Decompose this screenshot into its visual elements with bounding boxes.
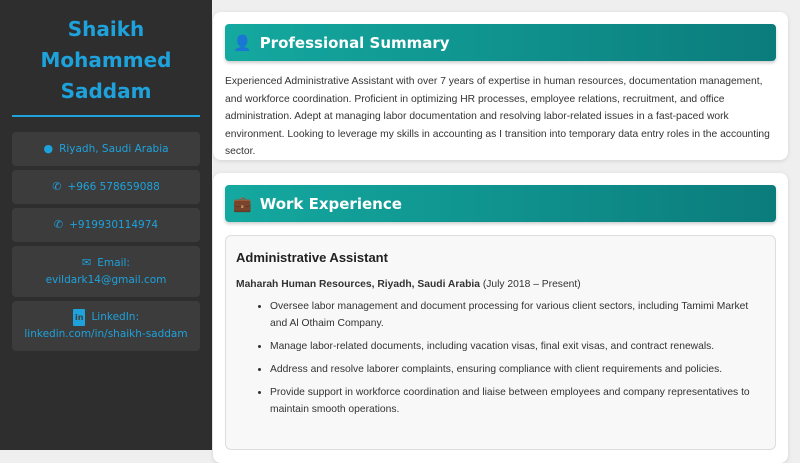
job-bullets [236,298,765,418]
sidebar [0,0,212,450]
contact-phone-2[interactable] [12,208,200,242]
contact-phone-1[interactable] [12,170,200,204]
job-entry [225,235,776,450]
contact-linkedin[interactable] [12,301,200,351]
contact-email[interactable] [12,246,200,297]
job-dates: (July 2018 – Present) [482,279,581,290]
phone-icon: ✆ [53,218,64,231]
job-bullet: • Address and resolve laborer complaints, ensuring compliance with client requirements and policies. [270,361,765,378]
linkedin-icon: in [73,309,85,326]
job-bullet: • Oversee labor management and document processing for various client sectors, including Tamimi Market and Al Othaim Company. [270,298,765,332]
experience-section [213,173,788,463]
phone-icon: ✆ [52,180,62,193]
summary-section [213,12,788,160]
contact-text: Riyadh, Saudi Arabia [59,143,169,155]
section-title: Professional Summary [259,33,450,52]
experience-header [225,185,776,222]
contact-text: LinkedIn: linkedin.com/in/shaikh-saddam [24,311,188,340]
contact-text: Email: evildark14@gmail.com [45,257,167,286]
contact-location [12,132,200,166]
job-company-line [236,279,765,290]
job-bullet: • Provide support in workforce coordination and liaise between employees and company representatives to maintain smooth operations. [270,384,765,418]
summary-text: Experienced Administrative Assistant with over 7 years of expertise in human resources, documentation management, and workforce coordination. Proficient in optimizing HR processes, employee relations, recruitment, and office administration. Adept at managing labor documentation and resolving labor-related issues in a fast-paced work environment. Looking to leverage my skills in accounting as I transition into temporary data entry roles in the accounting sector. [225,76,770,157]
map-marker-icon: ● [43,142,54,155]
contact-text: +966 578659088 [67,181,160,193]
section-title: Work Experience [259,194,402,213]
envelope-icon: ✉ [82,256,92,269]
briefcase-icon: 💼 [233,194,252,213]
summary-header [225,24,776,61]
job-company: Maharah Human Resources, Riyadh, Saudi Arabia [236,279,480,290]
contact-text: +919930114974 [69,219,159,231]
job-bullet: • Manage labor-related documents, including vacation visas, final exit visas, and contract renewals. [270,338,765,355]
user-icon: 👤 [233,33,252,52]
job-title: Administrative Assistant [236,250,388,265]
candidate-name: Shaikh Mohammed Saddam [12,14,200,117]
